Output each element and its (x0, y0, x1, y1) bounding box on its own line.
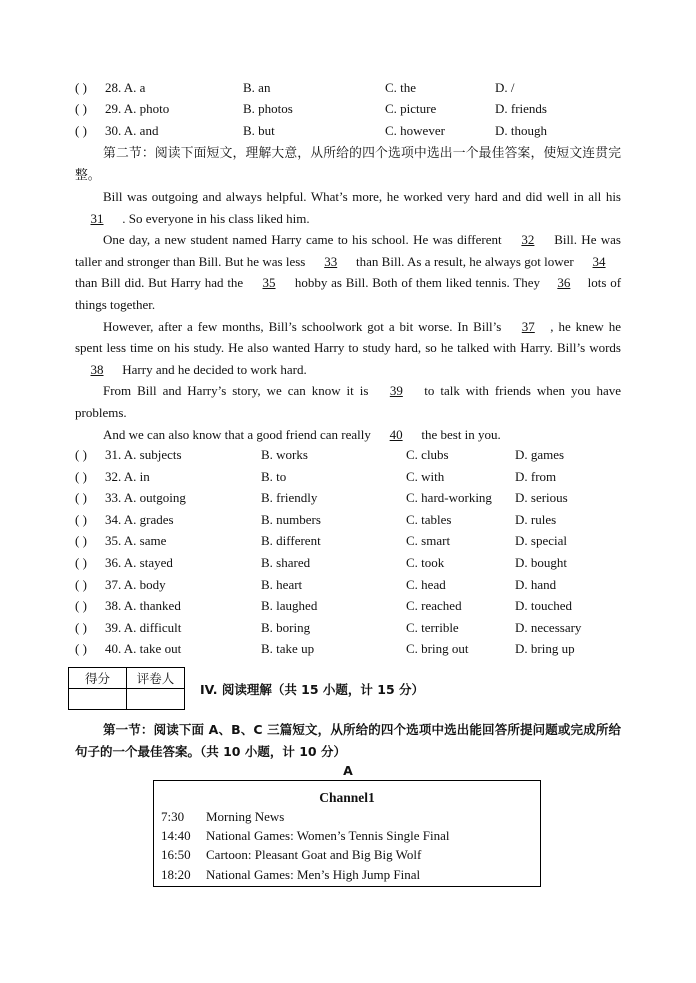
question-option-d: D. / (495, 80, 515, 95)
section-title: IV. 阅读理解（共 15 小题，计 15 分） (200, 682, 425, 697)
blank-34: 34 (592, 253, 606, 269)
question-option-c: C. terrible (406, 619, 459, 635)
schedule-row (161, 807, 284, 826)
grader-header: 评卷人 (127, 668, 185, 689)
show-name: Cartoon: Pleasant Goat and Big Big Wolf (206, 847, 422, 862)
grader-cell[interactable] (127, 689, 185, 710)
answer-paren[interactable]: ( ) (75, 641, 87, 657)
question-option-a: 36. A. stayed (105, 555, 173, 570)
paragraph (75, 380, 621, 423)
question-row (75, 445, 635, 465)
question-option-c: C. took (406, 555, 445, 570)
section-instructions (75, 719, 621, 763)
score-cell[interactable] (69, 689, 127, 710)
paragraph (75, 229, 621, 315)
blank-38: 38 (90, 361, 104, 377)
question-option-d: D. bought (515, 555, 567, 570)
question-option-b: B. friendly (261, 490, 318, 506)
question-option-c: C. however (385, 123, 445, 138)
question-row (75, 121, 635, 141)
blank-40: 40 (389, 426, 403, 442)
answer-paren[interactable]: ( ) (75, 576, 87, 592)
question-option-a: 39. A. difficult (105, 619, 182, 635)
blank-35: 35 (262, 275, 276, 291)
paragraph (75, 424, 621, 446)
show-time: 14:40 (161, 828, 191, 843)
question-option-d: D. rules (515, 511, 557, 527)
passage-text: Bill was outgoing and always helpful. What’s more, he worked very hard and did well in all his (103, 189, 621, 204)
blank-39: 39 (389, 383, 403, 399)
question-option-b: B. but (243, 123, 275, 138)
blank-36: 36 (557, 275, 571, 291)
question-option-a: 32. A. in (105, 468, 150, 484)
answer-paren[interactable]: ( ) (75, 490, 87, 506)
question-option-b: B. photos (243, 101, 293, 116)
show-name: National Games: Women’s Tennis Single Final (206, 828, 450, 843)
question-row (75, 639, 635, 659)
answer-paren[interactable]: ( ) (75, 80, 87, 95)
show-time: 7:30 (161, 809, 185, 824)
question-option-b: B. different (261, 533, 321, 549)
question-option-c: C. head (406, 576, 446, 592)
question-option-c: C. bring out (406, 641, 469, 657)
answer-paren[interactable]: ( ) (75, 468, 87, 484)
question-option-d: D. serious (515, 490, 568, 506)
question-option-c: C. clubs (406, 447, 449, 462)
tv-schedule-box (153, 780, 541, 887)
answer-paren[interactable]: ( ) (75, 533, 87, 549)
question-row (75, 531, 635, 551)
channel-title: Channel1 (319, 790, 375, 805)
question-row (75, 488, 635, 508)
passage-text: than Bill. As a result, he always got lower (356, 253, 574, 269)
question-row (75, 553, 635, 573)
question-option-a: 28. A. a (105, 80, 146, 95)
passage-text: hobby as Bill. Both of them liked tennis. They (294, 275, 541, 291)
schedule-row (161, 845, 421, 864)
blank-33: 33 (324, 253, 338, 269)
question-option-d: D. though (495, 123, 547, 138)
question-option-d: D. special (515, 533, 567, 549)
passage-text: than Bill did. But Harry had the (75, 275, 244, 291)
passage-text: . So everyone in his class liked him. (122, 210, 310, 226)
question-option-a: 38. A. thanked (105, 598, 181, 614)
schedule-row (161, 826, 449, 845)
schedule-row (161, 865, 420, 884)
show-time: 18:20 (161, 867, 191, 882)
question-option-d: D. from (515, 468, 557, 484)
question-option-a: 31. A. subjects (105, 447, 182, 462)
score-table (68, 667, 185, 710)
question-option-b: B. to (261, 468, 287, 484)
passage-text: Bill. He was taller and stronger than Bill. But he was less (75, 232, 621, 269)
passage-text: to talk with friends when you have problems. (75, 383, 621, 420)
question-option-d: D. friends (495, 101, 547, 116)
blank-37: 37 (521, 318, 535, 334)
answer-paren[interactable]: ( ) (75, 619, 87, 635)
cloze-passage (75, 143, 621, 186)
question-row (75, 596, 635, 616)
instructions-text: 第一节：阅读下面 A、B、C 三篇短文，从所给的四个选项中选出能回答所提问题或完成所给句子的一个最佳答案。（共 10 小题，计 10 分） (75, 722, 621, 759)
blank-31: 31 (90, 210, 104, 226)
passage-text: the best in you. (421, 426, 501, 442)
question-option-b: B. boring (261, 619, 311, 635)
answer-paren[interactable]: ( ) (75, 447, 87, 462)
question-option-a: 37. A. body (105, 576, 166, 592)
passage-text: However, after a few months, Bill’s schoolwork got a bit worse. In Bill’s (103, 318, 502, 334)
paragraph (75, 316, 621, 381)
answer-paren[interactable]: ( ) (75, 598, 87, 614)
question-option-c: C. reached (406, 598, 462, 614)
passage-text: From Bill and Harry’s story, we can know it is (103, 383, 369, 399)
question-option-b: B. shared (261, 555, 311, 570)
passage-label: A (343, 763, 353, 778)
question-option-b: B. an (243, 80, 271, 95)
show-name: National Games: Men’s High Jump Final (206, 867, 421, 882)
question-option-a: 34. A. grades (105, 511, 174, 527)
question-option-d: D. necessary (515, 619, 582, 635)
blank-32: 32 (521, 232, 535, 248)
question-row (75, 618, 635, 638)
question-option-b: B. heart (261, 576, 303, 592)
question-option-c: C. with (406, 468, 445, 484)
question-option-a: 35. A. same (105, 533, 167, 549)
passage-text: Harry and he decided to work hard. (122, 361, 307, 377)
passage-text: And we can also know that a good friend can really (103, 426, 371, 442)
question-row (75, 510, 635, 530)
question-option-a: 33. A. outgoing (105, 490, 186, 506)
question-option-c: C. hard-working (406, 490, 492, 506)
section-instructions: 第二节：阅读下面短文，理解大意，从所给的四个选项中选出一个最佳答案，使短文连贯完整。 (75, 146, 621, 183)
question-row (75, 99, 635, 119)
question-option-d: D. bring up (515, 641, 575, 657)
question-row (75, 575, 635, 595)
question-option-c: C. tables (406, 511, 452, 527)
question-option-b: B. works (261, 447, 308, 462)
passage-text: , he knew he spent less time on his study. He also wanted Harry to study hard, so he talked with Harry. Bill’s words (75, 318, 622, 356)
question-option-a: 40. A. take out (105, 641, 182, 657)
question-row (75, 467, 635, 487)
question-option-a: 30. A. and (105, 123, 159, 138)
question-option-b: B. laughed (261, 598, 318, 614)
answer-paren[interactable]: ( ) (75, 123, 87, 138)
answer-paren[interactable]: ( ) (75, 555, 87, 570)
question-option-c: C. smart (406, 533, 451, 549)
question-row (75, 78, 635, 98)
question-option-b: B. take up (261, 641, 315, 657)
passage-text: lots of things together. (75, 275, 622, 312)
answer-paren[interactable]: ( ) (75, 101, 87, 116)
answer-paren[interactable]: ( ) (75, 511, 87, 527)
question-option-c: C. the (385, 80, 417, 95)
cloze-passage-body (75, 186, 621, 445)
score-header: 得分 (69, 668, 127, 689)
question-option-a: 29. A. photo (105, 101, 170, 116)
passage-text: One day, a new student named Harry came to his school. He was different (103, 232, 502, 248)
question-option-d: D. games (515, 447, 565, 462)
show-name: Morning News (206, 809, 285, 824)
question-option-b: B. numbers (261, 511, 321, 527)
paragraph (75, 186, 621, 229)
show-time: 16:50 (161, 847, 191, 862)
question-option-d: D. hand (515, 576, 557, 592)
question-option-c: C. picture (385, 101, 437, 116)
question-option-d: D. touched (515, 598, 573, 614)
